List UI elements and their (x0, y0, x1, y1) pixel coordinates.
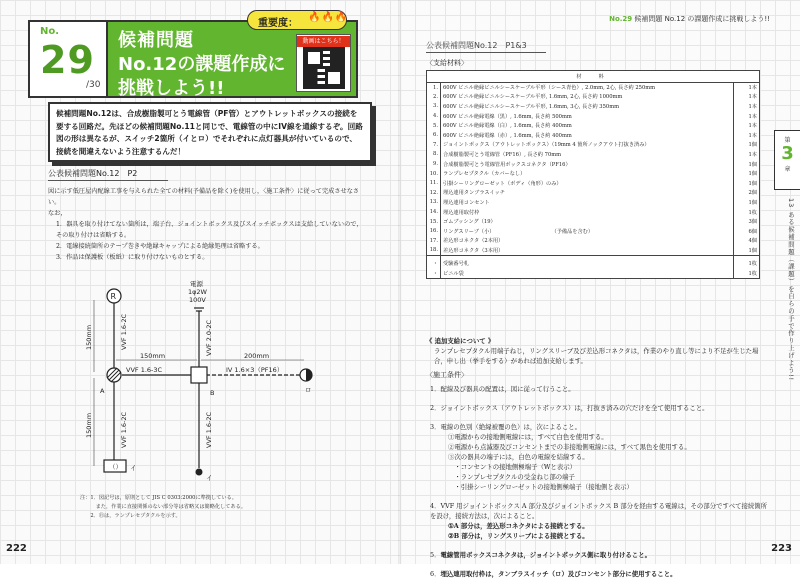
materials-table-header: 材 料 (427, 71, 760, 83)
condition-subitem: ③次の器具の端子には，白色の電線を結線する。 (448, 453, 589, 461)
b-label: B (210, 389, 215, 397)
conditions-list (430, 384, 770, 588)
additional-supply (426, 336, 766, 366)
left-page (0, 0, 400, 564)
power-spec-1: 1φ2W (188, 288, 207, 296)
vvf-bottom-label: VVF 1.6-2C (120, 411, 128, 448)
table-row (427, 159, 760, 169)
body-line: 3．作品は保護板（板紙）に取り付けないものとする。 (56, 254, 209, 261)
dim-200: 200mm (244, 352, 270, 360)
row-number: 6. (427, 130, 441, 140)
row-item: ゴムブッシング（19） (443, 219, 496, 226)
problem-total: /30 (86, 80, 101, 90)
book-gutter (398, 0, 402, 564)
power-label: 電源 (190, 280, 203, 288)
note-line: 2．Ⓡは，ランプレセプタクルを示す。 (80, 513, 181, 519)
power-spec-2: 100V (189, 296, 206, 304)
condition-item (430, 569, 770, 579)
row-item: 埋込連用コンセント (443, 199, 490, 206)
running-header (609, 14, 770, 24)
row-item: ジョイントボックス（アウトレットボックス）（19mm 4 箇所ノックアウト打抜き済み） (443, 142, 650, 149)
table-row (427, 121, 760, 131)
condition-subitem: ①電源からの接地側電線には，すべて白色を使用する。 (448, 433, 608, 441)
row-number: ・ (427, 259, 441, 269)
condition-text: 電線管用ボックスコネクタは，ジョイントボックス側に取り付けること。 (440, 551, 651, 559)
title-line-2: No.12の課題作成に (118, 54, 286, 75)
table-row (427, 83, 760, 93)
row-quantity: 1個 (734, 140, 760, 150)
row-item: 600V ビニル絶縁電線（黒）, 1.6mm, 長さ約 500mm (443, 113, 572, 120)
condition-text: 電線の色別（絶縁被覆の色）は，次によること。 (440, 423, 582, 431)
condition-text: 埋込連用取付枠は，タンブラスイッチ（ロ）及びコンセント部分に使用すること。 (440, 570, 677, 578)
conditions-heading: 〈施工条件〉 (426, 371, 468, 379)
running-title: 候補問題 No.12 の課題作成に挑戦しよう!! (634, 15, 770, 23)
row-quantity: 1枚 (734, 259, 760, 269)
row-number: 1. (427, 83, 441, 93)
i-label: イ (206, 474, 213, 482)
dim-150-h: 150mm (140, 352, 166, 360)
problem-body (48, 186, 368, 263)
row-item: ランプレセプタクル（カバーなし） (443, 171, 526, 178)
row-quantity: 1本 (734, 150, 760, 160)
row-quantity: 1本 (734, 92, 760, 102)
table-row (427, 217, 760, 227)
row-number: 14. (427, 207, 441, 217)
section-underline (48, 180, 168, 181)
row-item: 600V ビニル絶縁電線（白）, 1.6mm, 長さ約 400mm (443, 123, 572, 130)
importance-label: 重要度： (258, 18, 298, 29)
page-number-right: 223 (771, 543, 792, 554)
row-item: 600V ビニル絶縁ビニルシースケーブル平形, 1.6mm, 2心, 長さ約 1000mm (443, 94, 623, 101)
note-line: また，作業に直接関係のない部分等は省略又は簡略化してある。 (80, 504, 247, 510)
diagram-notes (80, 494, 246, 521)
row-item: 600V ビニル絶縁ビニルシースケーブル平形, 1.6mm, 3心, 長さ約 350mm (443, 103, 620, 110)
row-item: 600V ビニル絶縁ビニルシースケーブル平形（シース青色）, 2.0mm, 2心, 長さ約 250mm (443, 85, 656, 92)
row-quantity: 1本 (734, 102, 760, 112)
iv-label: IV 1.6×3（PF16） (226, 366, 284, 374)
row-number: 5. (427, 121, 441, 131)
materials-heading: 〈支給材料〉 (426, 59, 468, 67)
a-label: A (100, 387, 105, 395)
table-row (427, 130, 760, 140)
row-number: 16. (427, 226, 441, 236)
row-quantity: 1本 (734, 111, 760, 121)
section-underline-right (426, 52, 546, 53)
switch-i-icon (196, 469, 203, 476)
table-row (427, 236, 760, 246)
row-quantity: 1本 (734, 130, 760, 140)
condition-item (430, 403, 770, 413)
body-line: 図に示す低圧屋内配線工事を与えられた全ての材料(予備品を除く)を使用し，〈施工条件〉に従って完成させなさい。 (48, 188, 360, 206)
dim-150-top: 150mm (85, 324, 93, 350)
table-row (427, 111, 760, 121)
table-row (427, 226, 760, 236)
vvf-center-label: VVF 2.0-2C (205, 319, 213, 356)
number-label: No. (40, 26, 60, 37)
row-quantity: 1個 (734, 169, 760, 179)
table-row (427, 169, 760, 179)
row-number: 8. (427, 150, 441, 160)
condition-subitem: ・引掛シーリングローゼットの接地側極端子（接地側と表示） (448, 483, 633, 491)
table-row (427, 178, 760, 188)
switch-text: （） (109, 463, 122, 471)
dim-150-v2: 150mm (85, 412, 93, 438)
condition-subitem: ・ランプレセプタクルの受金ねじ部の端子 (448, 473, 575, 481)
title-line-3: 挑戦しよう!! (118, 78, 225, 99)
section-title-right: 公表候補問題No.12 P1&3 (426, 41, 527, 50)
row-item: 差込形コネクタ（3本用） (443, 247, 504, 254)
table-row (427, 150, 760, 160)
condition-subitem: ②B 部分は，リングスリーブによる接続とする。 (448, 532, 589, 540)
table-row (427, 188, 760, 198)
note-line: 注：1．図記号は，原則として JIS C 0303:2000に準拠している。 (80, 495, 237, 501)
vvf-left-label: VVF 1.6-3C (126, 366, 163, 374)
condition-item (430, 422, 770, 492)
row-item: リングスリーブ（小） （予備品を含む） (443, 228, 594, 235)
i-label-switch: イ (130, 464, 137, 472)
condition-text: VVF 用ジョイントボックス A 部分及びジョイントボックス B 部分を経由する電線は，その部分ですべて接続箇所を設け，接続方法は，次によること。 (430, 502, 768, 520)
body-line: 1．器具を取り付けてない箇所は，端子台、ジョイントボックス及びスイッチボックスは支給していないので，その取り付けは省略する。 (56, 221, 363, 239)
row-item: 合成樹脂製可とう電線管（PF16）, 長さ約 70mm (443, 151, 562, 158)
row-quantity: 1本 (734, 83, 760, 93)
table-row (427, 92, 760, 102)
row-number: ・ (427, 269, 441, 279)
chapter-title-vertical: 13 ある候補問題（課題）を自らの手で作り上げよう!! (787, 198, 795, 382)
row-number: 4. (427, 111, 441, 121)
row-item: 埋込連用取付枠 (443, 209, 480, 216)
condition-text: ジョイントボックス（アウトレットボックス）は，打抜き済みの穴だけを全て使用すること。 (440, 404, 709, 412)
chapter-tab-prefix: 第 (784, 137, 791, 144)
row-quantity: 3個 (734, 217, 760, 227)
vvf-center-label-2: VVF 1.6-2C (205, 411, 213, 448)
intro-box: 候補問題No.12は、合成樹脂製可とう電線管（PF管）とアウトレットボックスの接続を要する回路だ。先ほどの候補問題No.11と同じで、電線管の中にIV線を通線するぞ。回路図の形は異なるが、スイッチ2箇所（イとロ）でそれぞれに点灯器具が付いているので、接続を間違えないよう注意するんだ！ (48, 102, 372, 162)
chapter-number: 3 (781, 143, 794, 164)
row-quantity: 1枚 (734, 207, 760, 217)
row-number: 11. (427, 178, 441, 188)
row-number: 3. (427, 102, 441, 112)
condition-number: 3． (430, 423, 441, 431)
additional-text: ランプレセプタクル用端子ねじ，リングスリーブ及び差込形コネクタは，作業のやり直し等により不足が生じた場合，申し出（挙手をする）があれば追加支給します。 (434, 347, 759, 365)
row-number: 15. (427, 217, 441, 227)
chapter-tab[interactable] (774, 130, 800, 190)
table-row (427, 102, 760, 112)
condition-number: 5． (430, 551, 441, 559)
video-label: 動画はこちら！ (297, 36, 350, 47)
table-row (427, 246, 760, 256)
row-quantity: 1個 (734, 159, 760, 169)
condition-item (430, 501, 770, 541)
condition-number: 2． (430, 404, 441, 412)
right-page (400, 0, 800, 578)
table-row (427, 259, 760, 269)
row-number: 18. (427, 246, 441, 256)
condition-subitem: ②電源から点滅器及びコンセントまでの非接地側電線には，すべて黒色を使用する。 (448, 443, 691, 451)
row-quantity: 1個 (734, 178, 760, 188)
problem-number: 29 (40, 38, 95, 82)
row-quantity: 1本 (734, 121, 760, 131)
body-line: なお， (48, 210, 67, 217)
row-item: 合成樹脂製可とう電線管用ボックスコネクタ（PF16） (443, 161, 571, 168)
condition-text: 配線及び器具の配置は，図に従って行うこと。 (440, 385, 575, 393)
row-number: 10. (427, 169, 441, 179)
condition-number: 6． (430, 570, 441, 578)
row-number: 17. (427, 236, 441, 246)
junction-b-icon (191, 367, 207, 383)
row-item: ビニル袋 (443, 270, 464, 277)
row-number: 7. (427, 140, 441, 150)
title-line-1: 候補問題 (118, 30, 194, 51)
condition-number: 1． (430, 385, 441, 393)
row-item: 埋込連用タンブラスイッチ (443, 190, 505, 197)
row-number: 2. (427, 92, 441, 102)
row-number: 9. (427, 159, 441, 169)
table-row (427, 198, 760, 208)
qr-code-icon[interactable] (305, 49, 343, 87)
ro-label: ロ (305, 386, 312, 394)
flame-icon: 🔥🔥🔥 (308, 12, 349, 23)
running-number: No.29 (609, 15, 633, 23)
materials-table (426, 70, 760, 279)
row-quantity: 1個 (734, 198, 760, 208)
condition-item (430, 384, 770, 394)
condition-number: 4． (430, 502, 441, 510)
condition-item (430, 550, 770, 560)
row-item: 受験番号札 (443, 261, 469, 268)
row-quantity: 6個 (734, 226, 760, 236)
additional-heading: 《 追加支給について 》 (426, 337, 495, 345)
table-row (427, 269, 760, 279)
row-item: 600V ビニル絶縁電線（赤）, 1.6mm, 長さ約 400mm (443, 132, 572, 139)
condition-subitem: ・コンセントの接地側極端子（Wと表示） (448, 463, 576, 471)
body-line: 2．電線接続箇所のテープ巻きや絶縁キャップによる絶縁処理は省略する。 (56, 243, 264, 250)
row-quantity: 1個 (734, 246, 760, 256)
vvf-top-label: VVF 1.6-2C (120, 313, 128, 350)
row-number: 12. (427, 188, 441, 198)
row-number: 13. (427, 198, 441, 208)
page-number-left: 222 (6, 543, 27, 554)
row-quantity: 1枚 (734, 269, 760, 279)
table-row (427, 140, 760, 150)
condition-subitem: ①A 部分は，差込形コネクタによる接続とする。 (448, 522, 589, 530)
r-label: R (110, 292, 117, 301)
section-title: 公表候補問題No.12 P2 (48, 169, 138, 178)
chapter-tab-suffix: 章 (784, 166, 791, 173)
row-item: 差込形コネクタ（2本用） (443, 238, 504, 245)
row-quantity: 4個 (734, 236, 760, 246)
table-row (427, 207, 760, 217)
row-item: 引掛シーリングローゼット（ボディ（角形）のみ） (443, 180, 562, 187)
wiring-diagram (60, 278, 350, 488)
row-quantity: 2個 (734, 188, 760, 198)
